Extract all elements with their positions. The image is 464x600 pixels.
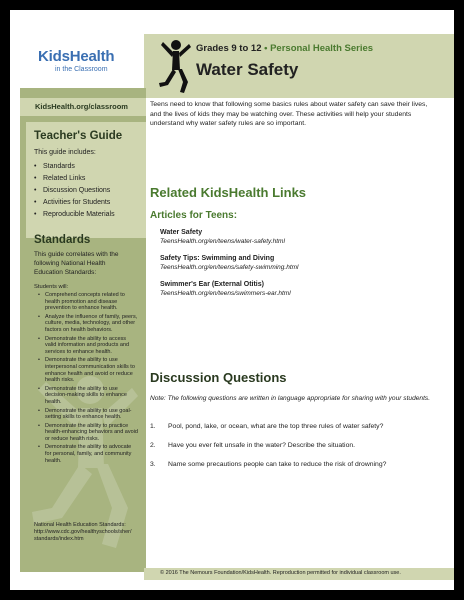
standards-list xyxy=(34,292,138,466)
question-number: 1. xyxy=(150,423,156,430)
nhes-label: National Health Education Standards: xyxy=(34,522,126,528)
question-item xyxy=(150,442,355,449)
question-number: 2. xyxy=(150,442,156,449)
site-link[interactable]: KidsHealth.org/classroom xyxy=(35,102,128,111)
standard-item: • Demonstrate the ability to advocate for personal, family, and community health. xyxy=(34,444,138,464)
nhes-link[interactable]: http://www.cdc.gov/healthyschools/sher/standards/index.htm xyxy=(34,528,132,542)
article-title: Swimmer's Ear (External Otitis) xyxy=(160,281,264,288)
standard-item: • Analyze the influence of family, peers, culture, media, technology, and other factors on health behaviors. xyxy=(34,314,138,334)
standard-item: • Demonstrate the ability to use interpersonal communication skills to enhance health and avoid or reduce health risks. xyxy=(34,357,138,383)
article-url[interactable]: TeensHealth.org/en/teens/safety-swimming.html xyxy=(160,264,299,271)
series-name: Personal Health Series xyxy=(270,43,374,54)
question-text: Name some precautions people can take to reduce the risk of drowning? xyxy=(168,461,387,468)
guide-item: • Standards xyxy=(34,161,115,173)
logo-text: KidsHealth xyxy=(38,48,115,65)
guide-item: • Discussion Questions xyxy=(34,185,115,197)
students-label: Students will: xyxy=(34,284,69,290)
related-links-title: Related KidsHealth Links xyxy=(150,185,307,200)
question-text: Pool, pond, lake, or ocean, what are the top three rules of water safety? xyxy=(168,423,384,430)
copyright-footer: © 2016 The Nemours Foundation/KidsHealth. Reproduction permitted for individual classroom use. xyxy=(160,570,401,576)
article-title: Safety Tips: Swimming and Diving xyxy=(160,255,275,262)
intro-paragraph: Teens need to know that following some basics rules about water safety can save their lives, and the lives of kids they may be watching over. These activities will help your students understand why water safety rules are so important. xyxy=(150,101,428,127)
article-title: Water Safety xyxy=(160,229,203,236)
standard-item: • Demonstrate the ability to practice health-enhancing behaviors and avoid or reduce health risks. xyxy=(34,423,138,443)
articles-label: Articles for Teens: xyxy=(150,210,238,221)
discussion-note: Note: The following questions are written in language appropriate for sharing with your students. xyxy=(150,395,431,402)
standard-item: • Demonstrate the ability to use decision-making skills to enhance health. xyxy=(34,386,138,406)
standards-intro: This guide correlates with the following National Health Education Standards: xyxy=(34,251,119,276)
guide-item: • Related Links xyxy=(34,173,115,185)
article-link[interactable] xyxy=(160,254,299,272)
article-url[interactable]: TeensHealth.org/en/teens/water-safety.html xyxy=(160,238,285,245)
page-title: Water Safety xyxy=(196,60,299,79)
article-link[interactable] xyxy=(160,228,285,246)
article-url[interactable]: TeensHealth.org/en/teens/swimmers-ear.html xyxy=(160,290,291,297)
standard-item: • Demonstrate the ability to use goal-setting skills to enhance health. xyxy=(34,408,138,421)
page xyxy=(10,10,454,590)
discussion-questions-title: Discussion Questions xyxy=(150,370,287,385)
jumping-kid-icon xyxy=(153,36,193,96)
header-grades: Grades 9 to 12 • Personal Health Series xyxy=(196,43,374,54)
question-text: Have you ever felt unsafe in the water? Describe the situation. xyxy=(168,442,356,449)
logo-subtext: in the Classroom xyxy=(55,66,108,73)
guide-item: • Activities for Students xyxy=(34,197,115,209)
nhes-reference xyxy=(34,522,134,542)
guide-item: • Reproducible Materials xyxy=(34,209,115,221)
question-item xyxy=(150,461,386,468)
article-link[interactable] xyxy=(160,280,291,298)
standard-item: • Comprehend concepts related to health promotion and disease prevention to enhance health. xyxy=(34,292,138,312)
guide-contents-list xyxy=(34,161,115,221)
teachers-guide-title: Teacher's Guide xyxy=(34,130,123,142)
guide-intro: This guide includes: xyxy=(34,149,96,156)
standard-item: • Demonstrate the ability to access valid information and products and services to enhance health. xyxy=(34,336,138,356)
question-number: 3. xyxy=(150,461,156,468)
standards-title: Standards xyxy=(34,234,91,246)
question-item xyxy=(150,423,383,430)
logo[interactable] xyxy=(10,10,144,98)
